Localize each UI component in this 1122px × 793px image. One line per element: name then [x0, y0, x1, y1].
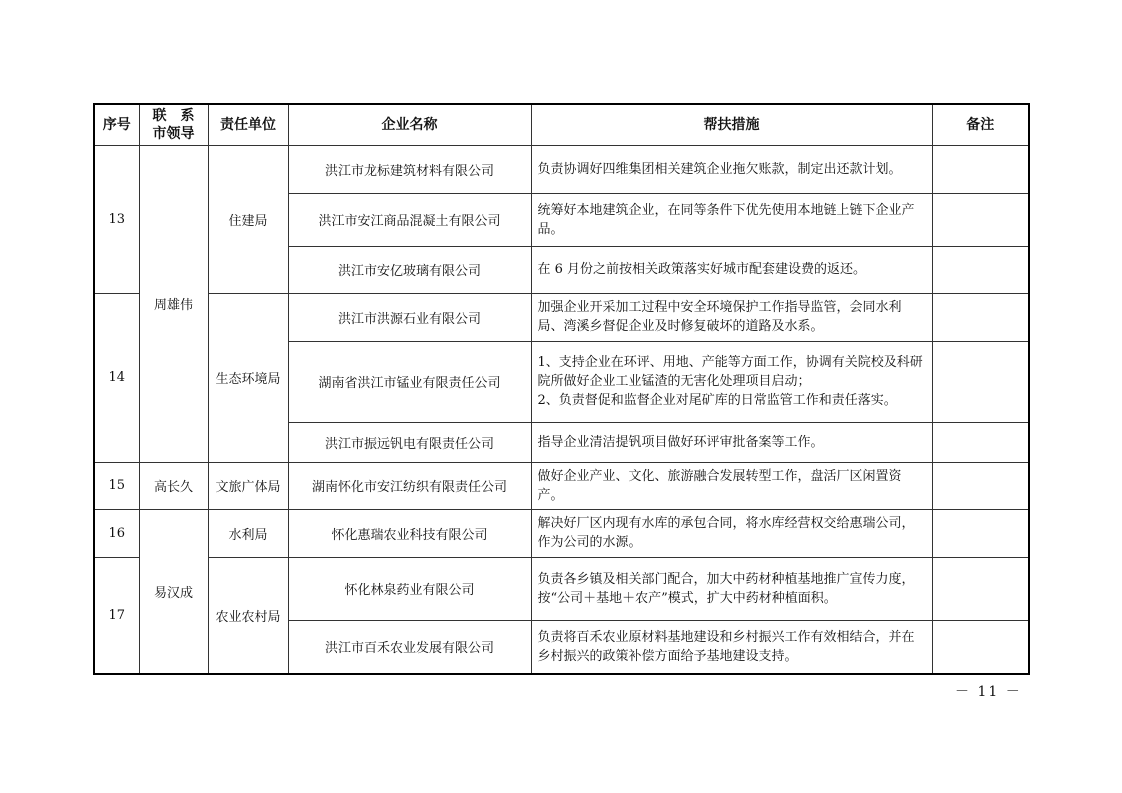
group-index-cell: 17 — [94, 557, 139, 674]
company-cell: 怀化林泉药业有限公司 — [288, 557, 531, 620]
table-row — [94, 462, 1029, 509]
table-row — [94, 557, 1029, 620]
remarks-cell — [932, 462, 1029, 509]
unit-cell: 文旅广体局 — [208, 462, 288, 509]
company-cell: 洪江市龙标建筑材料有限公司 — [288, 145, 531, 193]
measures-cell: 解决好厂区内现有水库的承包合同，将水库经营权交给惠瑞公司，作为公司的水源。 — [531, 509, 932, 557]
remarks-cell — [932, 557, 1029, 620]
measures-cell: 指导企业清洁提钒项目做好环评审批备案等工作。 — [531, 422, 932, 462]
unit-cell: 生态环境局 — [208, 293, 288, 462]
remarks-cell — [932, 509, 1029, 557]
remarks-cell — [932, 145, 1029, 193]
table-row — [94, 509, 1029, 557]
measures-cell — [531, 341, 932, 422]
unit-cell: 水利局 — [208, 509, 288, 557]
table-row — [94, 145, 1029, 193]
measures-cell: 负责各乡镇及相关部门配合，加大中药材种植基地推广宣传力度，按“公司＋基地＋农产”模式，扩大中药材种植面积。 — [531, 557, 932, 620]
company-cell: 湖南怀化市安江纺织有限责任公司 — [288, 462, 531, 509]
company-cell: 洪江市洪源石业有限公司 — [288, 293, 531, 341]
company-cell: 湖南省洪江市锰业有限责任公司 — [288, 341, 531, 422]
header-remarks: 备注 — [932, 104, 1029, 145]
measures-cell: 负责协调好四维集团相关建筑企业拖欠账款，制定出还款计划。 — [531, 145, 932, 193]
measures-cell: 做好企业产业、文化、旅游融合发展转型工作，盘活厂区闲置资产。 — [531, 462, 932, 509]
company-cell: 洪江市百禾农业发展有限公司 — [288, 620, 531, 674]
remarks-cell — [932, 620, 1029, 674]
header-index: 序号 — [94, 104, 139, 145]
company-cell: 怀化惠瑞农业科技有限公司 — [288, 509, 531, 557]
group-index-cell: 14 — [94, 293, 139, 462]
measure-line: 1、支持企业在环评、用地、产能等方面工作，协调有关院校及科研院所做好企业工业锰渣的无害化处理项目启动； — [537, 355, 923, 389]
unit-cell: 住建局 — [208, 145, 288, 293]
remarks-cell — [932, 193, 1029, 246]
header-leader-line1: 联 系 — [152, 107, 195, 124]
leader-cell: 易汉成 — [139, 509, 208, 674]
measures-cell: 统筹好本地建筑企业，在同等条件下优先使用本地链上链下企业产品。 — [531, 193, 932, 246]
leader-cell: 周雄伟 — [139, 145, 208, 462]
measures-cell: 加强企业开采加工过程中安全环境保护工作指导监管，会同水利局、湾溪乡督促企业及时修复破坏的道路及水系。 — [531, 293, 932, 341]
header-leader-line2: 市领导 — [152, 125, 195, 142]
measures-cell: 在 6 月份之前按相关政策落实好城市配套建设费的返还。 — [531, 246, 932, 293]
group-index-cell: 16 — [94, 509, 139, 557]
leader-cell: 高长久 — [139, 462, 208, 509]
header-unit: 责任单位 — [208, 104, 288, 145]
remarks-cell — [932, 246, 1029, 293]
header-company: 企业名称 — [288, 104, 531, 145]
measure-line: 2、负责督促和监督企业对尾矿库的日常监管工作和责任落实。 — [537, 393, 897, 408]
header-measures: 帮扶措施 — [531, 104, 932, 145]
company-cell: 洪江市安江商品混凝土有限公司 — [288, 193, 531, 246]
remarks-cell — [932, 293, 1029, 341]
group-index-cell: 15 — [94, 462, 139, 509]
page-number: － 11 － — [955, 684, 1022, 700]
group-index-cell: 13 — [94, 145, 139, 293]
remarks-cell — [932, 341, 1029, 422]
header-leader — [139, 104, 208, 145]
company-cell: 洪江市安亿玻璃有限公司 — [288, 246, 531, 293]
company-cell: 洪江市振远钒电有限责任公司 — [288, 422, 531, 462]
assistance-measures-table — [93, 103, 1030, 675]
table-row — [94, 293, 1029, 341]
header-row — [94, 104, 1029, 145]
remarks-cell — [932, 422, 1029, 462]
measures-cell: 负责将百禾农业原材料基地建设和乡村振兴工作有效相结合，并在乡村振兴的政策补偿方面给予基地建设支持。 — [531, 620, 932, 674]
unit-cell: 农业农村局 — [208, 557, 288, 674]
